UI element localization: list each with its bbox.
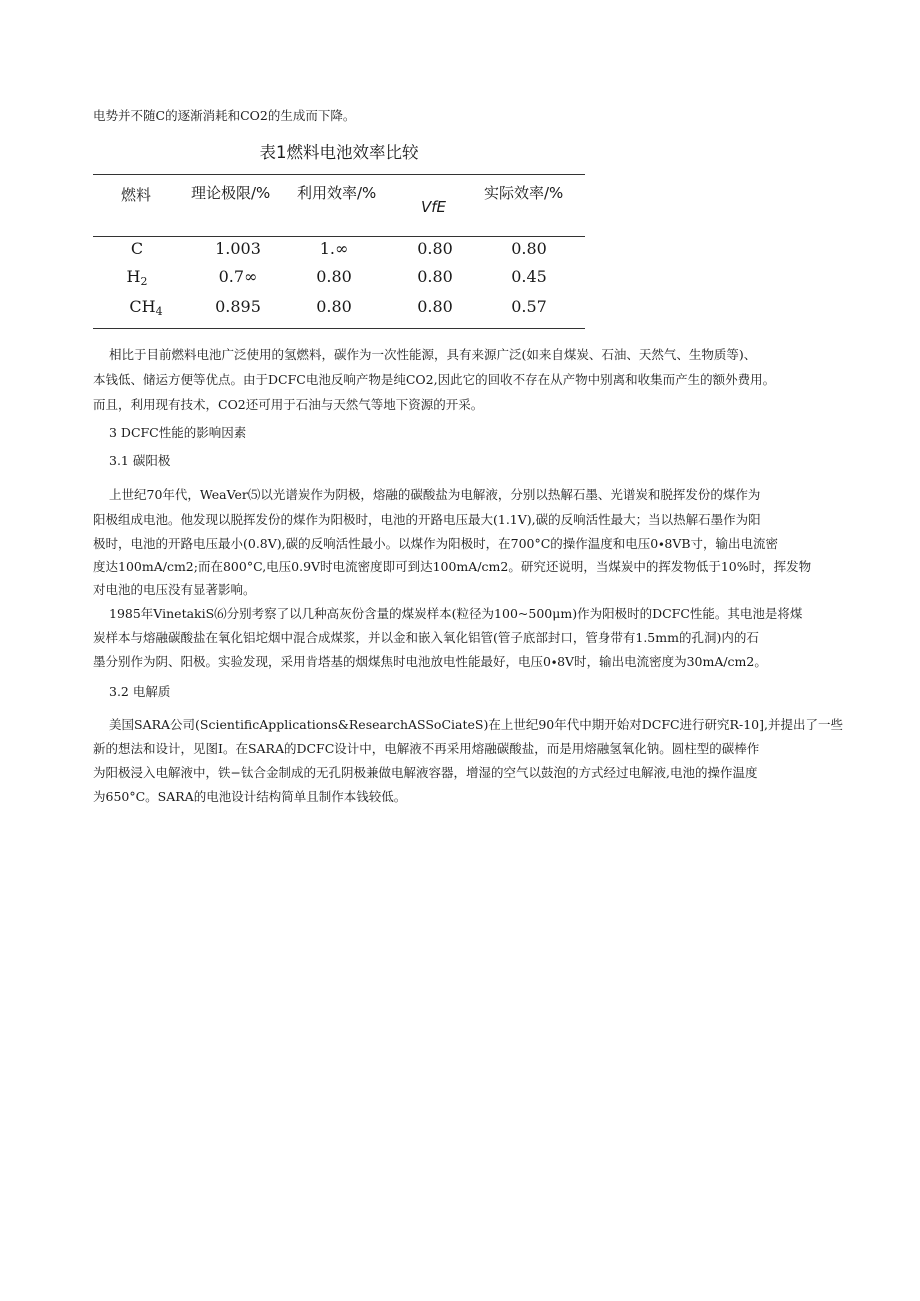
cell-theory: 0.7∞ [218, 267, 258, 286]
paragraph-line: 为阳极浸入电解液中，铁−钛合金制成的无孔阴极兼做电解液容器，增湿的空气以鼓泡的方式经过电解液,电池的操作温度 [93, 765, 758, 780]
paragraph-line: 而且，利用现有技术，CO2还可用于石油与天然气等地下资源的开采。 [93, 397, 484, 412]
paragraph-line: 炭样本与熔融碳酸盐在氧化铝坨烟中混合成煤浆，并以金和嵌入氧化铝管(管子底部封口，管身带有1.5mm的孔洞)内的石 [93, 630, 759, 645]
cell-utilization: 0.80 [316, 267, 352, 286]
header-theory: 理论极限/% [191, 184, 271, 202]
paragraph-line: 阳极组成电池。他发现以脱挥发份的煤作为阳极时，电池的开路电压最大(1.1V),碳的反响活性最大；当以热解石墨作为阳 [93, 512, 761, 527]
paragraph-line: 度达100mA/cm2;而在800°C,电压0.9V时电流密度即可到达100mA/cm2。研究还说明，当煤炭中的挥发物低于10%时，挥发物 [93, 559, 812, 574]
subsection-heading: 3.1 碳阳极 [109, 453, 171, 468]
header-utilization: 利用效率/% [297, 184, 377, 202]
paragraph-line: 墨分别作为阴、阳极。实验发现，采用肯塔基的烟煤焦时电池放电性能最好，电压0∙8V时，输出电流密度为30mA/cm2。 [93, 654, 767, 669]
table-title: 表1燃料电池效率比较 [259, 143, 419, 162]
table-bottom-rule [93, 328, 585, 329]
cell-actual: 0.80 [511, 239, 547, 258]
cell-vfe: 0.80 [417, 267, 453, 286]
cell-utilization: 1.∞ [319, 239, 349, 258]
paragraph-line: 相比于目前燃料电池广泛使用的氢燃料，碳作为一次性能源，具有来源广泛(如来自煤炭、石油、天然气、生物质等)、 [109, 347, 757, 362]
cell-actual: 0.57 [511, 297, 547, 316]
paragraph-line: 本钱低、储运方便等优点。由于DCFC电池反响产物是纯CO2,因此它的回收不存在从产物中别离和收集而产生的额外费用。 [93, 372, 776, 387]
paragraph-line: 对电池的电压没有显著影响。 [93, 582, 256, 597]
intro-text: 电势并不随C的逐渐消耗和CO2的生成而下降。 [93, 108, 356, 123]
cell-actual: 0.45 [511, 267, 547, 286]
cell-utilization: 0.80 [316, 297, 352, 316]
paragraph-line: 上世纪70年代，WeaVer⑸以光谱炭作为阴极，熔融的碳酸盐为电解液，分别以热解石墨、光谱炭和脱挥发份的煤作为 [109, 487, 761, 502]
cell-theory: 0.895 [215, 297, 261, 316]
section-heading: 3 DCFC性能的影响因素 [109, 425, 247, 440]
cell-vfe: 0.80 [417, 239, 453, 258]
cell-theory: 1.003 [215, 239, 261, 258]
header-vfe: VfE [421, 198, 447, 216]
cell-vfe: 0.80 [417, 297, 453, 316]
cell-fuel: C [130, 239, 144, 258]
table-top-rule [93, 174, 585, 175]
subsection-heading: 3.2 电解质 [109, 684, 171, 699]
paragraph-line: 1985年VinetakiS⑹分别考察了以几种高灰份含量的煤炭样本(粒径为100~500μm)作为阳极时的DCFC性能。其电池是将煤 [109, 606, 803, 621]
table-header-rule [93, 236, 585, 237]
paragraph-line: 美国SARA公司(ScientificApplications&ResearchASSoCiateS)在上世纪90年代中期开始对DCFC进行研究R-10],并提出了一些 [109, 717, 843, 732]
header-fuel: 燃料 [121, 186, 152, 204]
header-actual: 实际效率/% [484, 184, 564, 202]
cell-fuel: $H_2$ [126, 267, 148, 288]
paragraph-line: 极时，电池的开路电压最小(0.8V),碳的反响活性最小。以煤作为阳极时，在700°C的操作温度和电压0∙8VB寸，输出电流密 [93, 536, 779, 551]
cell-fuel: $CH_4$ [129, 297, 163, 318]
paragraph-line: 为650°C。SARA的电池设计结构简单且制作本钱较低。 [93, 789, 407, 804]
paragraph-line: 新的想法和设计，见图I。在SARA的DCFC设计中，电解液不再采用熔融碳酸盐，而是用熔融氢氧化钠。圆柱型的碳棒作 [93, 741, 760, 756]
